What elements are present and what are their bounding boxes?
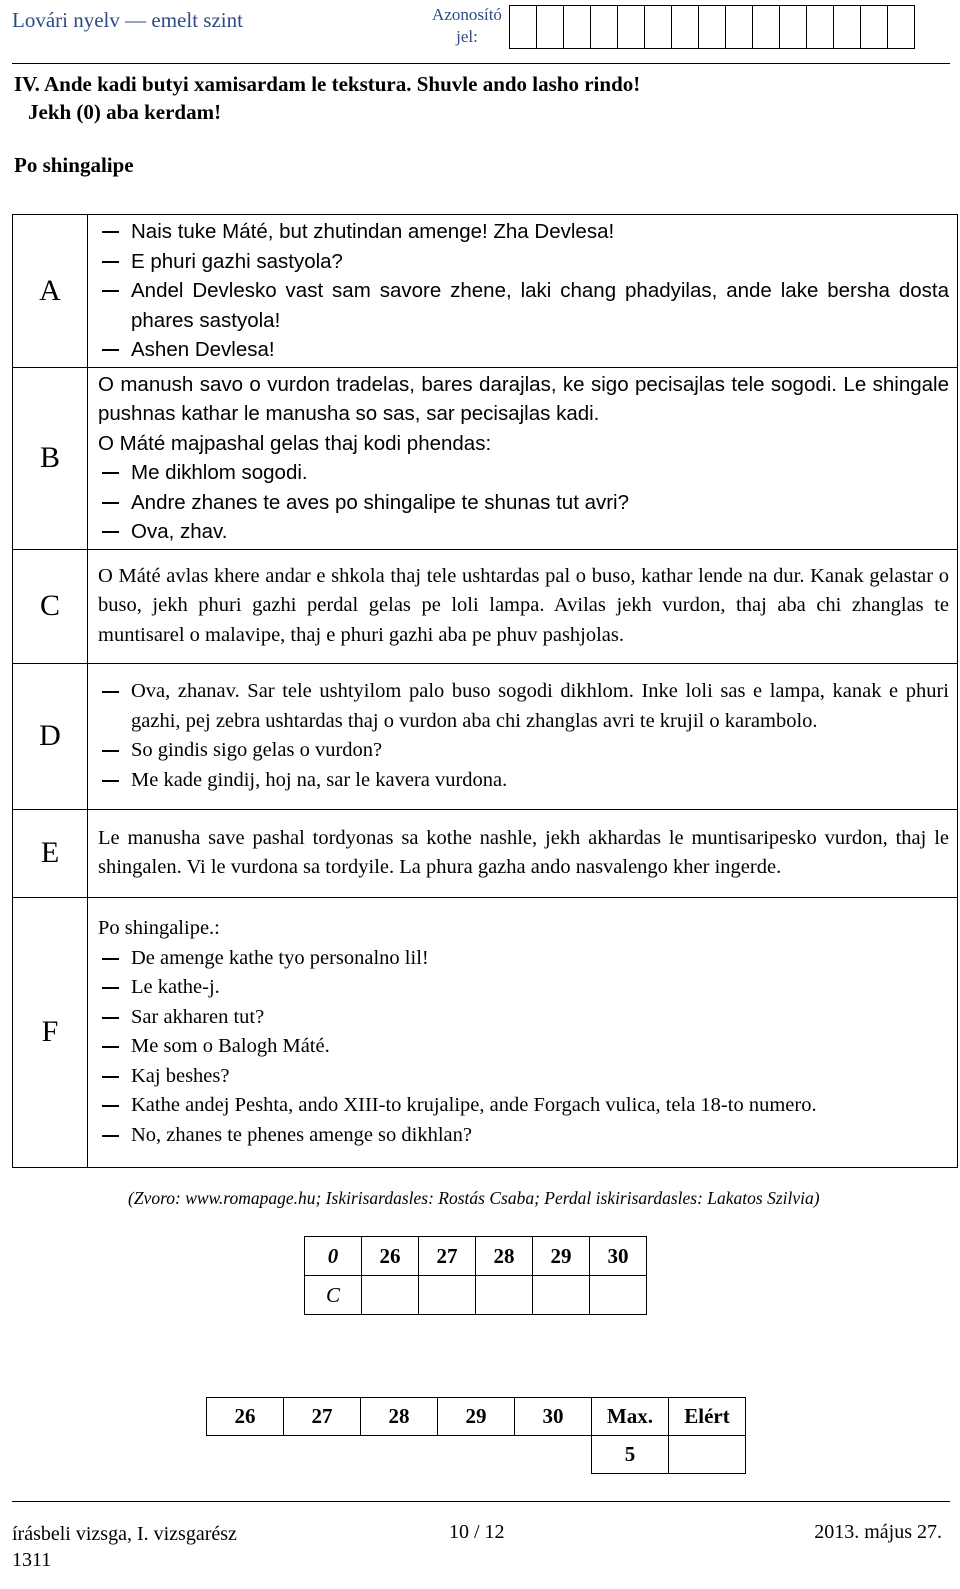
footer-date: 2013. május 27. [814,1521,942,1543]
section-label-f: F [13,897,88,1167]
id-box[interactable] [806,5,834,49]
id-box[interactable] [617,5,645,49]
dialogue-line: Me kade gindij, hoj na, sar le kavera vurdona. [98,766,949,796]
dialogue-line: Nais tuke Máté, but zhutindan amenge! Zha Devlesa! [98,217,949,247]
section-label-e: E [13,809,88,897]
id-box[interactable] [590,5,618,49]
score-header-cell: 26 [207,1398,284,1436]
score-header-cell: 27 [284,1398,361,1436]
id-box[interactable] [725,5,753,49]
header-rule [12,63,950,64]
section-intro: Po shingalipe.: [98,917,220,939]
score-max-value: 5 [592,1436,669,1474]
id-box[interactable] [563,5,591,49]
dialogue-line: Ashen Devlesa! [98,335,949,365]
dialogue-line: Kaj beshes? [98,1062,949,1092]
section-text-b [88,367,958,549]
text-title: Po shingalipe [14,153,134,177]
dialogue-line: Andel Devlesko vast sam savore zhene, laki chang phadyilas, ande lake bersha dosta phares sastyola! [98,276,949,335]
id-box[interactable] [509,5,537,49]
footer-exam-name: írásbeli vizsga, I. vizsgarész [12,1523,237,1545]
score-header-cell: Elért [669,1398,746,1436]
section-text-d [88,663,958,809]
answer-table [304,1236,647,1315]
task-title-line1: IV. Ande kadi butyi xamisardam le tekstura. Shuvle ando lasho rindo! [14,72,641,96]
score-value-row [207,1436,746,1474]
answer-header-cell: 27 [419,1237,476,1276]
id-box[interactable] [752,5,780,49]
header-id-label: Azonosító jel: [432,5,502,46]
footer-exam-info [12,1521,237,1573]
dialogue-line: E phuri gazhi sastyola? [98,247,949,277]
section-row-f [13,897,958,1167]
answer-header-row [305,1237,647,1276]
section-label-d: D [13,663,88,809]
dialogue-line: So gindis sigo gelas o vurdon? [98,736,949,766]
answer-header-cell: 28 [476,1237,533,1276]
answer-input-cell[interactable] [419,1276,476,1315]
section-paragraph: Le manusha save pashal tordyonas sa kothe nashle, jekh akhardas le muntisaripesko vurdon, thaj le shingalen. Vi le vurdona sa tordyile. La phura gazha ando nasvalengo kher ingerde. [98,826,949,878]
section-intro: O Máté majpashal gelas thaj kodi phendas: [98,431,492,455]
text-table [12,214,958,1168]
section-text-a [88,215,958,368]
id-boxes [510,5,915,49]
dialogue-line: Me som o Balogh Máté. [98,1032,949,1062]
dialogue-line: Andre zhanes te aves po shingalipe te shunas tut avri? [98,488,949,518]
answer-input-cell[interactable] [476,1276,533,1315]
dialogue-line: Ova, zhanav. Sar tele ushtyilom palo buso sogodi dikhlom. Inke loli sas e lampa, kanak e phuri gazhi, pej zebra ushtardas thaj o vurdon aba chi zhanglas avri te krujil o karambolo. [98,677,949,736]
score-achieved-cell[interactable] [669,1436,746,1474]
footer-exam-code: 1311 [12,1549,52,1571]
dialogue-line: Me dikhlom sogodi. [98,458,949,488]
score-table [206,1397,746,1474]
id-box[interactable] [833,5,861,49]
answer-input-cell[interactable] [362,1276,419,1315]
id-box[interactable] [887,5,915,49]
score-header-cell: 28 [361,1398,438,1436]
section-label-a: A [13,215,88,368]
source-citation: (Zvoro: www.romapage.hu; Iskirisardasles: Rostás Csaba; Perdal iskirisardasles: Lakatos Szilvia) [128,1188,820,1208]
score-header-cell: 29 [438,1398,515,1436]
section-paragraph: O Máté avlas khere andar e shkola thaj tele ushtardas pal o buso, kathar lende na dur. Kanak gelastar o buso, jekh phuri gazhi perdal gelas pe loli lampa. Avilas jekh vurdon, thaj aba chi zhanglas te muntisarel o malavipe, thaj e phuri gazhi aba pe phuv pashjolas. [98,564,949,646]
section-paragraph: O manush savo o vurdon tradelas, bares darajlas, ke sigo pecisajlas tele sogodi. Le shingale pushnas kathar le manusha so sas, sar pecisajlas kadi. [98,372,949,425]
section-row-e [13,809,958,897]
dialogue-line: Kathe andej Peshta, ando XIII-to krujalipe, ande Forgach vulica, tela 18-to numero. [98,1091,949,1121]
task-title [14,70,640,126]
section-row-a [13,215,958,368]
section-label-b: B [13,367,88,549]
dialogue-line: No, zhanes te phenes amenge so dikhlan? [98,1121,949,1151]
answer-input-cell[interactable] [533,1276,590,1315]
section-text-e [88,809,958,897]
score-header-cell: Max. [592,1398,669,1436]
section-row-c [13,549,958,663]
id-box[interactable] [860,5,888,49]
answer-input-cell[interactable] [590,1276,647,1315]
answer-header-cell: 29 [533,1237,590,1276]
id-box[interactable] [644,5,672,49]
score-header-cell: 30 [515,1398,592,1436]
header-subject: Lovári nyelv — emelt szint [12,8,243,32]
answer-row [305,1276,647,1315]
section-row-d [13,663,958,809]
answer-header-cell: 0 [305,1237,362,1276]
section-text-f [88,897,958,1167]
id-box[interactable] [671,5,699,49]
id-box[interactable] [698,5,726,49]
dialogue-line: Sar akharen tut? [98,1003,949,1033]
id-box[interactable] [779,5,807,49]
score-header-row [207,1398,746,1436]
footer-rule [12,1501,950,1502]
dialogue-line: De amenge kathe tyo personalno lil! [98,944,949,974]
answer-example-cell: C [305,1276,362,1315]
task-title-line2: Jekh (0) aba kerdam! [28,100,222,124]
answer-header-cell: 30 [590,1237,647,1276]
dialogue-line: Le kathe-j. [98,973,949,1003]
footer-page-number: 10 / 12 [449,1521,505,1543]
section-label-c: C [13,549,88,663]
answer-header-cell: 26 [362,1237,419,1276]
id-box[interactable] [536,5,564,49]
section-row-b [13,367,958,549]
section-text-c [88,549,958,663]
dialogue-line: Ova, zhav. [98,517,949,547]
